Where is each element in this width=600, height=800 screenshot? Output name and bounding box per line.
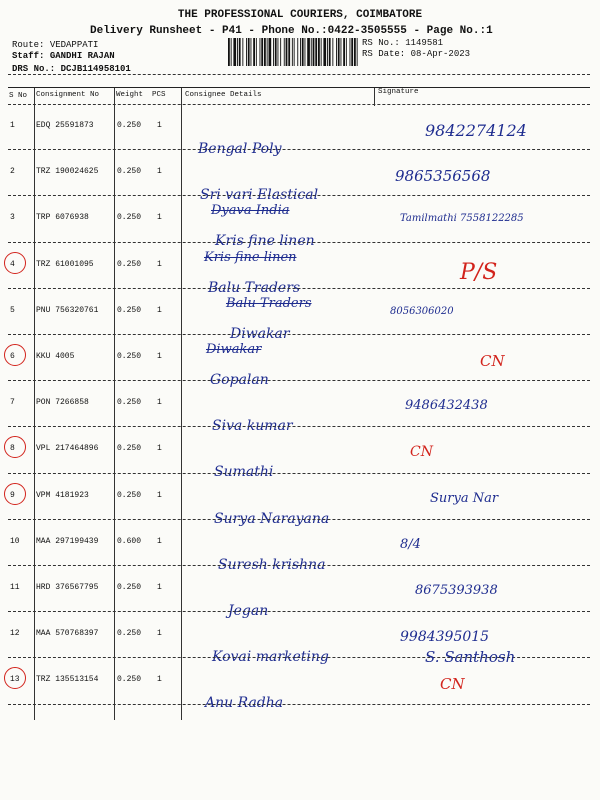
barcode-bar [242, 38, 243, 66]
row-signature: CN [410, 444, 433, 461]
row-separator [8, 195, 590, 196]
barcode [228, 38, 358, 66]
row-struck-name: Dyava India [211, 203, 290, 219]
row-consignment-no: KKU 4005 [36, 352, 75, 361]
rs-date-line [362, 49, 470, 59]
drs-label: DRS No.: [12, 64, 56, 74]
row-consignee-name: Kovai marketing [212, 649, 329, 666]
barcode-bar [278, 38, 279, 66]
rs-no-label: RS No.: [362, 38, 400, 48]
row-consignee-name: Sri vari Elastical [200, 187, 319, 204]
row-consignee-name: Jegan [228, 603, 269, 619]
row-pcs: 1 [157, 629, 162, 639]
row-struck-name: Balu Traders [226, 295, 312, 311]
barcode-bar [275, 38, 277, 66]
header-rule [8, 74, 590, 75]
col-consignee-details: Consignee Details [185, 91, 262, 99]
barcode-bar [297, 38, 298, 66]
row-sno: 5 [10, 305, 15, 315]
row-separator [8, 288, 590, 289]
barcode-bar [313, 38, 315, 66]
row-sno: 8 [10, 444, 15, 454]
barcode-bar [280, 38, 281, 66]
row-sno: 11 [10, 583, 20, 592]
row-pcs: 1 [157, 675, 162, 685]
row-consignee-name: Sumathi [214, 464, 274, 481]
barcode-bar [318, 38, 320, 66]
row-consignment-no: PNU 756320761 [36, 305, 99, 315]
route-label: Route: [12, 40, 45, 50]
barcode-bar [264, 38, 266, 66]
route-value: VEDAPPATI [49, 40, 99, 50]
row-consignment-no: VPL 217464896 [36, 444, 99, 454]
row-consignment-no: TRP 6076938 [36, 213, 89, 223]
drs-line [12, 64, 131, 74]
table-top-rule [8, 87, 590, 88]
row-pcs: 1 [157, 398, 162, 408]
row-weight: 0.600 [117, 536, 142, 546]
row-consignment-no: TRZ 135513154 [36, 675, 99, 685]
rs-no-value: 1149581 [405, 38, 444, 48]
row-signature: 9486432438 [405, 398, 488, 414]
row-separator [8, 149, 590, 150]
row-signature: 9865356568 [395, 167, 491, 186]
barcode-bar [343, 38, 345, 66]
barcode-bar [350, 38, 351, 66]
barcode-bar [292, 38, 293, 66]
row-struck-name: Diwakar [206, 342, 262, 357]
barcode-bar [248, 38, 250, 66]
barcode-bar [327, 38, 328, 66]
row-struck-name: Kris fine linen [204, 249, 297, 265]
barcode-bar [273, 38, 274, 66]
row-sno: 9 [10, 490, 15, 500]
row-signature: 9984395015 [400, 629, 490, 646]
row-signature: 8/4 [400, 536, 421, 552]
row-consignment-no: EDQ 25591873 [36, 121, 94, 130]
row-pcs: 1 [157, 213, 162, 223]
col-weight: Weight [116, 91, 144, 99]
row-separator [8, 242, 590, 243]
row-separator [8, 565, 590, 566]
row-consignee-name: Suresh krishna [218, 556, 326, 573]
row-weight: 0.250 [117, 259, 142, 269]
col-divider [34, 88, 35, 720]
row-consignment-no: TRZ 61001095 [36, 259, 94, 269]
barcode-bar [260, 38, 261, 66]
row-weight: 0.250 [117, 167, 142, 177]
red-circle-mark [4, 344, 26, 366]
row-consignment-no: MAA 570768397 [36, 629, 99, 639]
barcode-bar [315, 38, 317, 66]
barcode-bar [286, 38, 288, 66]
staff-value: GANDHI RAJAN [49, 51, 115, 61]
row-sno: 1 [10, 121, 15, 130]
row-weight: 0.250 [117, 490, 142, 500]
row-consignee-name: Anu Radha [205, 695, 284, 712]
red-circle-mark [4, 483, 26, 505]
staff-label: Staff: [12, 51, 45, 61]
row-signature: Surya Nar [430, 490, 499, 506]
row-weight: 0.250 [117, 629, 142, 639]
row-consignee-name: Surya Narayana [214, 510, 330, 527]
col-signature: Signature [378, 88, 419, 96]
row-pcs: 1 [157, 121, 162, 130]
barcode-bar [321, 38, 322, 66]
row-pcs: 1 [157, 536, 162, 546]
row-weight: 0.250 [117, 675, 142, 685]
red-circle-mark [4, 667, 26, 689]
row-consignee-name: Diwakar [230, 325, 290, 342]
row-consignment-no: MAA 297199439 [36, 536, 99, 546]
row-signature: 9842274124 [425, 121, 527, 140]
barcode-bar [256, 38, 257, 66]
barcode-bar [237, 38, 238, 66]
row-weight: 0.250 [117, 398, 142, 408]
row-weight: 0.250 [117, 352, 142, 361]
row-consignment-no: VPM 4181923 [36, 490, 89, 500]
barcode-bar [346, 38, 347, 66]
barcode-bar [300, 38, 301, 66]
barcode-bar [357, 38, 358, 66]
row-consignee-name: Bengal Poly [198, 141, 282, 157]
row-consignment-no: TRZ 190024625 [36, 167, 99, 177]
barcode-bar [261, 38, 263, 66]
row-separator [8, 704, 590, 705]
barcode-bar [246, 38, 247, 66]
drs-value: DCJB114958101 [60, 64, 131, 74]
row-pcs: 1 [157, 583, 162, 592]
runsheet-subtitle: Delivery Runsheet - P41 - Phone No.:0422-3505555 - Page No.:1 [90, 25, 493, 37]
row-sno: 10 [10, 536, 20, 546]
row-sno: 13 [10, 675, 20, 685]
barcode-bar [332, 38, 333, 66]
barcode-bar [231, 38, 232, 66]
row-weight: 0.250 [117, 444, 142, 454]
row-separator [8, 611, 590, 612]
row-pcs: 1 [157, 167, 162, 177]
barcode-bar [284, 38, 285, 66]
barcode-bar [305, 38, 306, 66]
company-title: THE PROFESSIONAL COURIERS, COIMBATORE [177, 9, 423, 21]
col-sno: S No [9, 92, 28, 100]
row-weight: 0.250 [117, 121, 142, 130]
route-line [12, 40, 98, 50]
rs-date-value: 08-Apr-2023 [410, 49, 471, 59]
row-consignment-no: HRD 376567795 [36, 583, 99, 592]
row-pcs: 1 [157, 490, 162, 500]
row-consignment-no: PON 7266858 [36, 398, 89, 408]
rs-no-line [362, 38, 443, 48]
row-pcs: 1 [157, 305, 162, 315]
barcode-bar [294, 38, 295, 66]
row-pcs: 1 [157, 444, 162, 454]
barcode-bar [341, 38, 342, 66]
col-divider [374, 88, 375, 106]
row-signature: CN [440, 675, 465, 694]
barcode-bar [302, 38, 304, 66]
row-consignee-name: Siva kumar [212, 418, 293, 435]
barcode-bar [233, 38, 236, 66]
barcode-bar [251, 38, 252, 66]
barcode-bar [288, 38, 290, 66]
row-signature: 8056306020 [390, 305, 454, 317]
rs-date-label: RS Date: [362, 49, 406, 59]
barcode-bar [323, 38, 326, 66]
row-separator [8, 426, 590, 427]
barcode-bar [351, 38, 353, 66]
row-sno: 12 [10, 629, 20, 639]
row-consignee-name: Kris fine linen [215, 233, 315, 250]
barcode-bar [311, 38, 312, 66]
row-sno: 6 [10, 352, 15, 361]
row-consignee-name: Balu Traders [208, 279, 301, 296]
row-weight: 0.250 [117, 583, 142, 592]
handwritten-name: S. Santhosh [425, 648, 516, 666]
barcode-bar [307, 38, 310, 66]
row-separator [8, 519, 590, 520]
row-sno: 7 [10, 398, 15, 408]
col-consignment: Consignment No [36, 91, 100, 99]
row-sno: 4 [10, 259, 15, 269]
table-header-rule [8, 104, 590, 105]
row-pcs: 1 [157, 259, 162, 269]
row-consignee-name: Gopalan [210, 372, 269, 388]
row-separator [8, 473, 590, 474]
barcode-bar [354, 38, 356, 66]
red-circle-mark [4, 252, 26, 274]
barcode-bar [269, 38, 272, 66]
staff-line [12, 51, 115, 61]
row-sno: 3 [10, 213, 15, 223]
col-divider [114, 88, 115, 720]
barcode-bar [267, 38, 268, 66]
col-pcs: PCS [152, 91, 166, 99]
row-weight: 0.250 [117, 213, 142, 223]
barcode-bar [239, 38, 241, 66]
row-pcs: 1 [157, 352, 162, 361]
red-circle-mark [4, 436, 26, 458]
col-divider [181, 88, 182, 720]
row-signature: 8675393938 [415, 583, 498, 598]
barcode-bar [336, 38, 337, 66]
row-sno: 2 [10, 167, 15, 177]
row-separator [8, 380, 590, 381]
row-signature: P/S [460, 259, 498, 285]
row-separator [8, 334, 590, 335]
barcode-bar [253, 38, 255, 66]
barcode-bar [329, 38, 331, 66]
row-weight: 0.250 [117, 305, 142, 315]
barcode-bar [228, 38, 230, 66]
barcode-bar [338, 38, 340, 66]
row-signature: Tamilmathi 7558122285 [400, 213, 524, 225]
row-signature: CN [480, 352, 505, 370]
